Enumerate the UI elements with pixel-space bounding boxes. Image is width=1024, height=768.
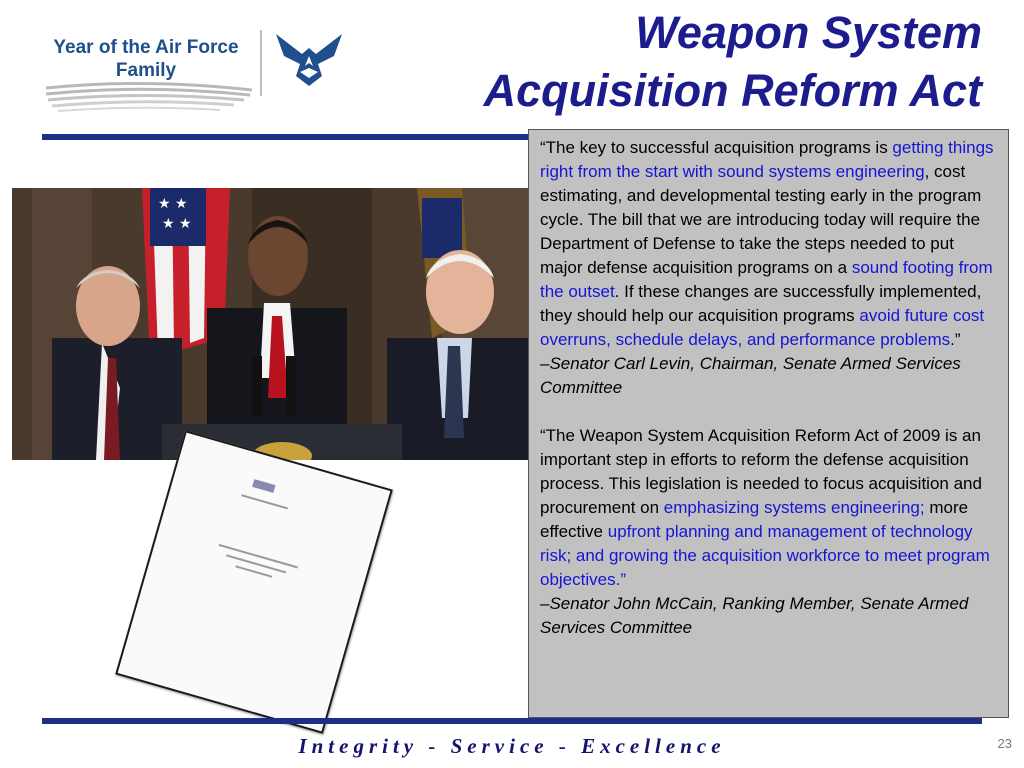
quote-text: “The key to successful acquisition programs is bbox=[540, 138, 893, 157]
quote-text: , cost estimating, and developmental testing early in the program cycle. The bill that we are introducing today will require the Department of Defense to take the steps needed to put major defense acquisition programs on a bbox=[540, 162, 982, 277]
press-conference-photo bbox=[12, 188, 528, 460]
quote-highlight: avoid future cost overruns, schedule delays, and performance problems bbox=[540, 306, 985, 349]
quote-highlight: emphasizing systems engineering; bbox=[663, 498, 925, 517]
title-line1: Weapon System bbox=[635, 7, 982, 58]
quote-highlight: sound footing from the outset bbox=[540, 258, 993, 301]
levin-quote bbox=[540, 136, 999, 352]
quote-highlight: upfront planning and management of technology risk; and growing the acquisition workforce to meet program objectives.” bbox=[540, 522, 990, 589]
bill-document-image bbox=[115, 430, 393, 734]
bottom-divider-rule bbox=[42, 718, 982, 724]
svg-text:★ ★: ★ ★ bbox=[158, 196, 188, 212]
page-title bbox=[484, 4, 982, 120]
title-line2: Acquisition Reform Act bbox=[483, 65, 982, 116]
footer-motto: Integrity - Service - Excellence bbox=[298, 734, 726, 758]
mccain-attribution: –Senator John McCain, Ranking Member, Senate Armed Services Committee bbox=[540, 594, 969, 637]
quote-text: more effective bbox=[540, 498, 969, 541]
logo-divider bbox=[260, 30, 262, 96]
svg-text:★ ★: ★ ★ bbox=[162, 216, 192, 232]
logo-line1: Year of the Air Force bbox=[53, 37, 239, 58]
quote-text: . If these changes are successfully implemented, they should help our acquisition programs bbox=[540, 282, 982, 325]
year-of-air-force-family-logo bbox=[40, 22, 370, 122]
quote-text: “The Weapon System Acquisition Reform Act of 2009 is an important step in efforts to reform the defense acquisition process. This legislation is needed to focus acquisition and procurement on bbox=[540, 426, 982, 517]
swoosh-icon bbox=[44, 80, 254, 116]
levin-attribution: –Senator Carl Levin, Chairman, Senate Armed Services Committee bbox=[540, 354, 961, 397]
quote-text: .” bbox=[950, 330, 961, 349]
air-force-wings-icon bbox=[272, 30, 346, 90]
page-number: 23 bbox=[997, 736, 1012, 751]
quote-box bbox=[528, 129, 1009, 718]
logo-text bbox=[40, 36, 252, 82]
quote-highlight: getting things right from the start with sound systems engineering bbox=[540, 138, 994, 181]
logo-line2: Family bbox=[115, 60, 177, 81]
mccain-quote bbox=[540, 424, 999, 592]
